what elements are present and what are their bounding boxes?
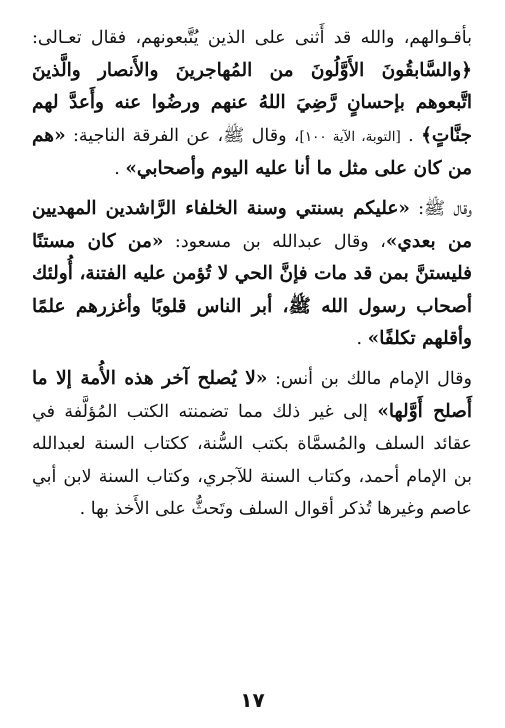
quoted-text: «من كان مستنًا فليستنَّ بمن قد مات فإنَّ الحي لا تُؤمن عليه الفتنة، أُولئك أصحاب رسول الله ﷺ، أبر الناس قلوبًا وأغزرهم علمًا وأقلهم تكلفًا» — [32, 230, 472, 350]
body-text: . — [114, 159, 126, 180]
body-text: وقال ﷺ: — [409, 198, 473, 219]
paragraph — [32, 193, 472, 356]
body-text: . — [400, 125, 422, 146]
body-text: ، وقال ﷺ، عن الفرقة الناجية: — [65, 125, 300, 146]
page-number: ١٧ — [240, 688, 265, 712]
page-body — [32, 22, 472, 694]
quoted-text: «لا يُصلح آخر هذه الأُمة إلا ما أَصلح أَوَّلها» — [32, 367, 472, 422]
body-text: وقال الإمام مالك بن أنس: — [267, 368, 472, 389]
text-block — [32, 22, 472, 526]
citation: [التوبة، الآية ١٠٠] — [299, 128, 401, 145]
body-text: . — [356, 329, 368, 350]
body-text: إلى غير ذلك مما تضمنته الكتب المُؤلَّفة في عقائد السلف والمُسمَّاة بكتب السُّنة، ككتاب السنة لعبدالله بن الإمام أحمد، وكتاب السنة للآجري، وكتاب السنة لابن أبي عاصم وغيرها تُذكر أقوال السلف وتَحثُّ على الأَخذ بها . — [32, 401, 472, 520]
quoted-text: ﴿والسَّابقُونَ الأَوَّلُونَ من المُهاجرينَ والأَنصار والَّذينَ اتَّبعوهم بإحسانٍ رَّضِيَ اللهُ عنهم ورضُوا عنه وأَعدَّ لهم جنَّاتٍ﴾ — [32, 59, 472, 146]
quoted-text: «عليكم بسنتي وسنة الخلفاء الرَّاشدين المهديين من بعدي» — [32, 197, 473, 252]
body-text: ، وقال عبدالله بن مسعود: — [163, 231, 386, 252]
paragraph — [32, 22, 472, 186]
quoted-text: «هم من كان على مثل ما أنا عليه اليوم وأصحابي» — [32, 124, 472, 180]
body-text: بأقـوالهم، والله قد أَثنى على الذين يُتَّبعونهم، فقال تعـالى: — [32, 28, 472, 48]
paragraph — [32, 363, 472, 526]
